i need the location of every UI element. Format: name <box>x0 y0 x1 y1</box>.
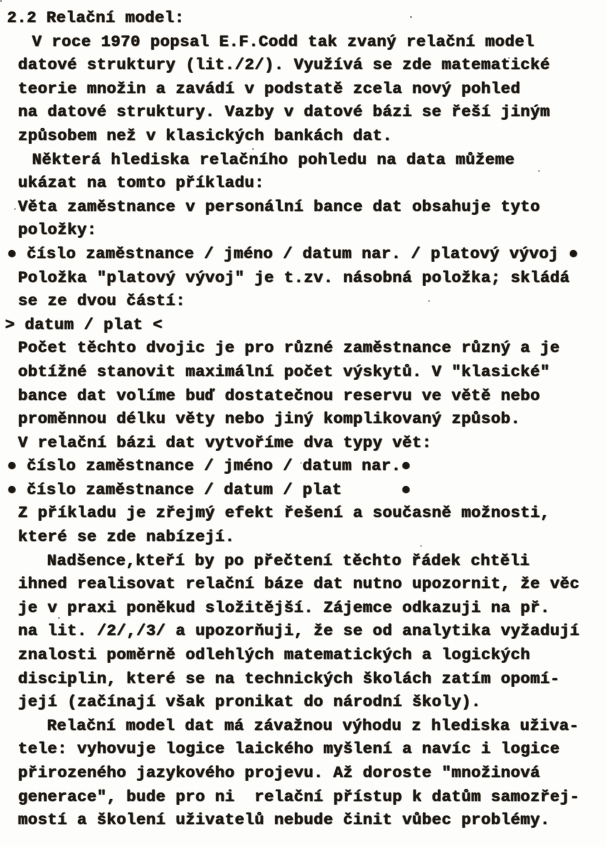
text-line: mostí a školení uživatelů nebude činit vůbec problémy. <box>18 811 550 830</box>
text-line: Relační model dat má závažnou výhodu z hlediska uživa- <box>47 716 579 735</box>
text-line: způsobem než v klasických bankách dat. <box>18 126 393 145</box>
text-line: Nadšence,kteří by po přečtení těchto řádek chtěli <box>47 551 530 570</box>
text-line: proměnnou délku věty nebo jiný komplikovaný způsob. <box>18 410 521 429</box>
document-text-block <box>5 7 604 833</box>
text-line: její (začínají však pronikat do národní školy). <box>18 693 482 712</box>
text-line: Z příkladu je zřejmý efekt řešení a současně možnosti, <box>18 504 550 523</box>
text-line: Položka "platový vývoj" je t.zv. násobná položka; skládá <box>18 268 570 287</box>
text-line: je v praxi poněkud složitější. Zájemce odkazuji na př. <box>18 598 550 617</box>
text-line: V roce 1970 popsal E.F.Codd tak zvaný relační model <box>32 32 535 51</box>
scan-speckles <box>0 0 2 2</box>
text-line: tele: vyhovuje logice laického myšlení a navíc i logice <box>18 740 560 759</box>
text-line: datové struktury (lit./2/). Využívá se zde matematické <box>18 56 550 75</box>
text-line: bance dat volíme buď dostatečnou reservu ve větě nebo <box>18 386 541 405</box>
text-line: generace", bude pro ni relační přístup k datům samozřej- <box>18 787 580 806</box>
text-line: přirozeného jazykového projevu. Až doroste "množinová <box>18 764 541 782</box>
text-line: se ze dvou částí: <box>18 292 186 311</box>
text-line: V relační bázi dat vytvoříme dva typy vět: <box>18 433 432 452</box>
text-line: Některá hlediska relačního pohledu na data můžeme <box>32 150 515 169</box>
text-line: Věta zaměstnance v personální bance dat obsahuje tyto <box>18 197 541 216</box>
text-line: na datové struktury. Vazby v datové bázi se řeší jiným <box>18 103 550 122</box>
text-line: ihned realisovat relační báze dat nutno upozornit, že věc <box>18 575 580 594</box>
text-line: položky: <box>18 221 97 240</box>
text-line: ● číslo zaměstnance / datum / plat ● <box>7 480 411 499</box>
text-line: ● číslo zaměstnance / jméno / datum nar.● <box>7 457 411 476</box>
text-line: obtížné stanovit maximální počet výskytů. V "klasické" <box>18 362 550 381</box>
text-line: disciplin, které se na technických školách zatím opomí- <box>18 669 560 688</box>
text-line: teorie množin a zavádí v podstatě zcela nový pohled <box>18 79 521 98</box>
text-line: znalosti poměrně odlehlých matematických a logických <box>18 646 531 665</box>
text-line: > datum / plat < <box>5 315 163 334</box>
text-line: Počet těchto dvojic je pro různé zaměstnance různý a je <box>18 339 560 358</box>
text-line: 2.2 Relační model: <box>7 9 185 27</box>
text-line: na lit. /2/,/3/ a upozorňuji, že se od analytika vyžadují <box>18 622 580 641</box>
text-line: ● číslo zaměstnance / jméno / datum nar. / platový vývoj ● <box>7 244 579 263</box>
text-line: které se zde nabízejí. <box>18 528 235 547</box>
text-line: ukázat na tomto příkladu: <box>18 174 265 193</box>
